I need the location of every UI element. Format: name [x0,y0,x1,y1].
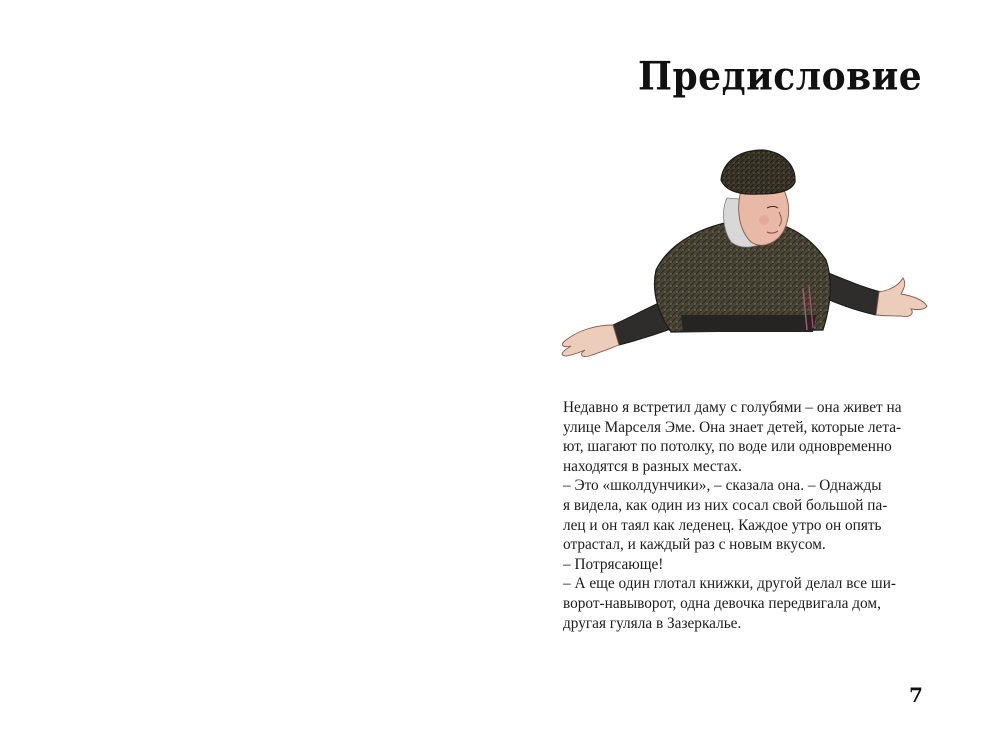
body-line: другая гуляла в Зазеркалье. [563,614,742,632]
body-line: – Потрясающе! [563,555,664,573]
illustration-woman [541,120,946,388]
body-line: улице Марселя Эме. Она знает детей, которые лета- [563,418,902,436]
body-line: лец и он таял как леденец. Каждое утро он опять [563,516,882,534]
body-line: ворот-навыворот, одна девочка передвигала дом, [563,594,881,612]
body-line: находятся в разных местах. [563,457,742,475]
body-line: я видела, как один из них сосал свой большой па- [563,496,888,514]
body-text [563,398,933,633]
body-line: Недавно я встретил даму с голубями – она живет на [563,399,902,416]
page-number: 7 [909,683,923,707]
chapter-title: Предисловие [638,54,923,100]
body-line: ют, шагают по потолку, по воде или одновременно [563,438,892,456]
body-line: – Это «школдунчики», – сказала она. – Однажды [563,477,882,495]
body-line: – А еще один глотал книжки, другой делал все ши- [563,575,896,593]
body-line: отрастал, и каждый раз с новым вкусом. [563,536,826,554]
